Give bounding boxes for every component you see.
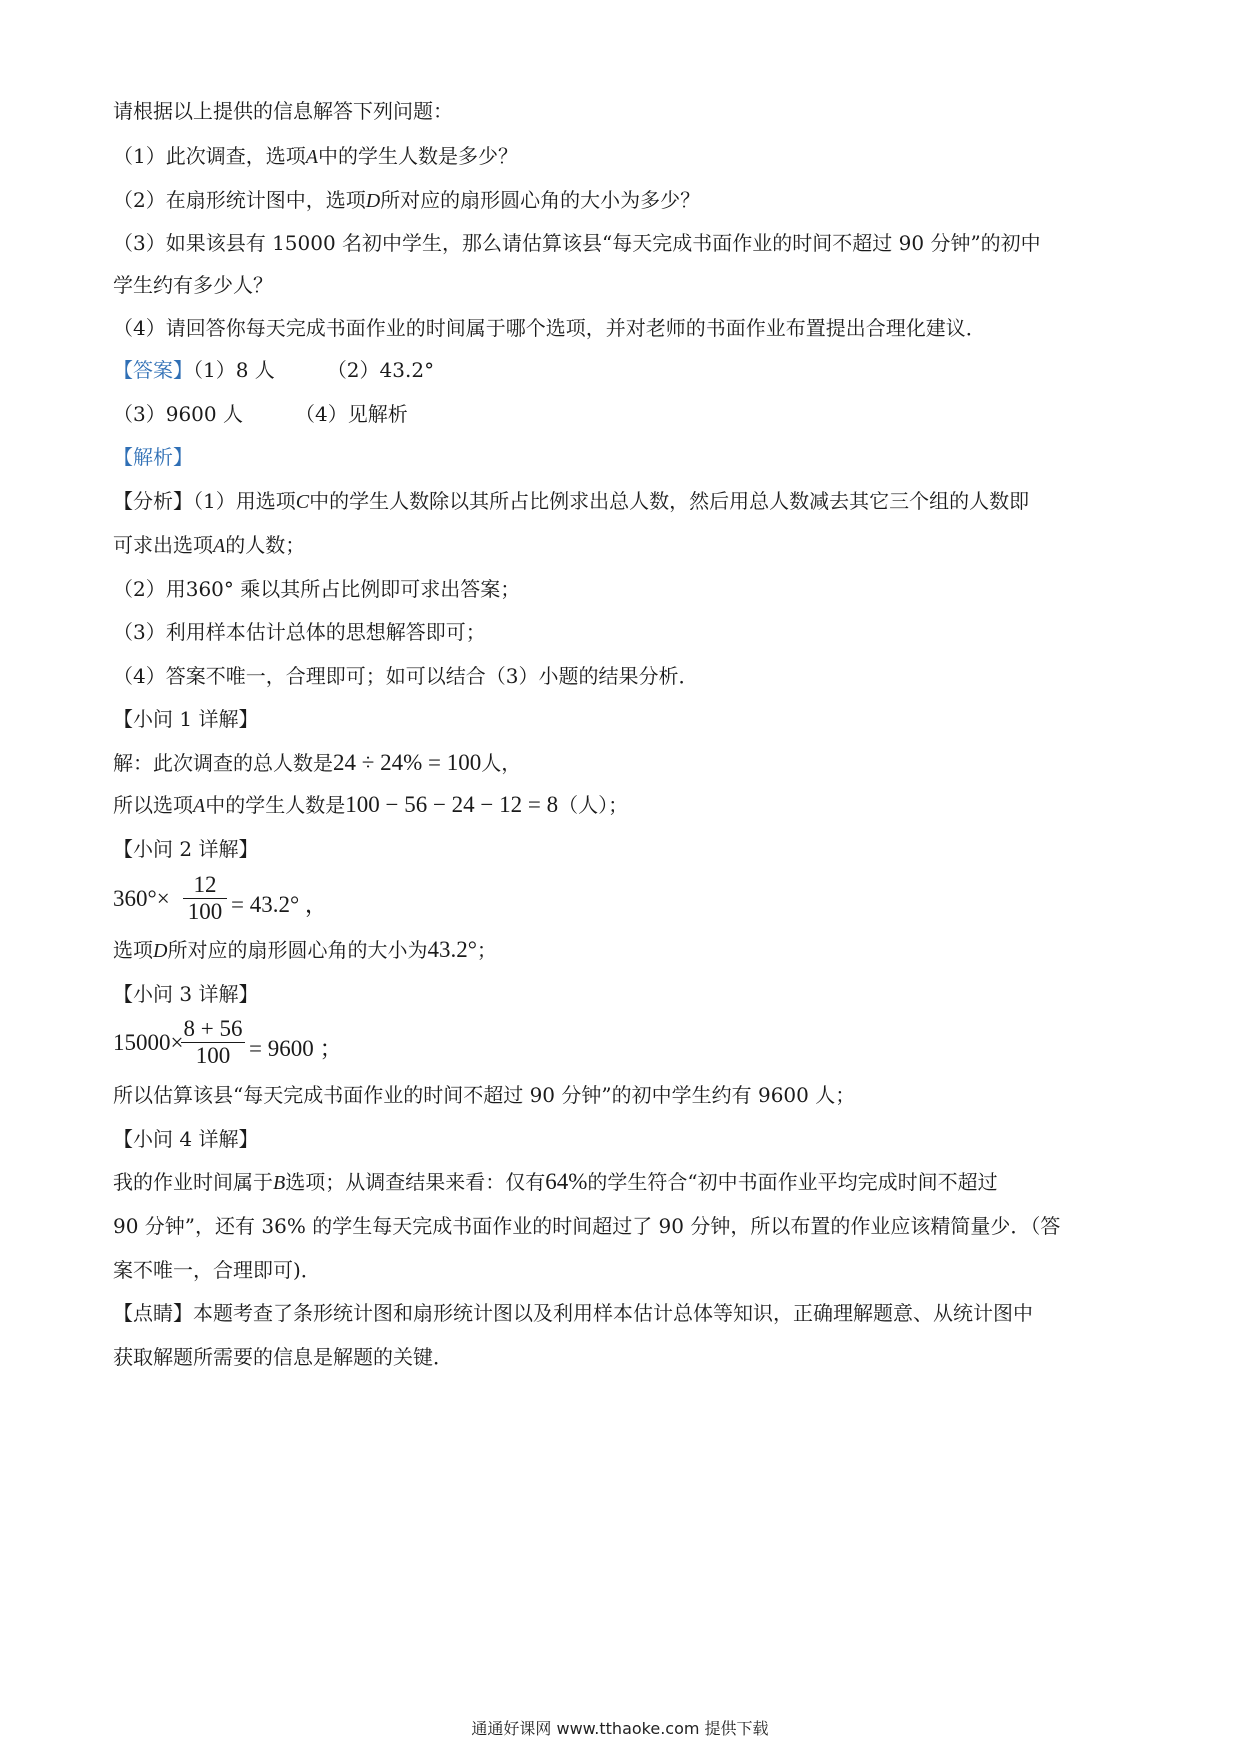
question-4: （4）请回答你每天完成书面作业的时间属于哪个选项，并对老师的书面作业布置提出合理化建议．: [113, 316, 986, 340]
q2-fraction: 12 100: [183, 872, 227, 925]
analysis-p1-line-2: 可求出选项A的人数；: [113, 533, 306, 557]
answer-line-2: （3）9600 人 （4）见解析: [113, 402, 408, 426]
question-3-line-1: （3）如果该县有 15000 名初中学生，那么请估算该县“每天完成书面作业的时间不超过 90 分钟”的初中: [113, 231, 1041, 255]
q4-detail-line-3: 案不唯一，合理即可)．: [113, 1258, 321, 1282]
q4-detail-label: 【小问 4 详解】: [113, 1127, 259, 1151]
answer-line-1: 【答案】（1）8 人 （2）43.2°: [113, 358, 435, 382]
question-1: （1）此次调查，选项A中的学生人数是多少？: [113, 144, 518, 168]
q3-fraction: 8 + 56 100: [181, 1016, 245, 1069]
q3-formula: 15000× 8 + 56 100 = 9600 ；: [113, 1016, 343, 1068]
q1-detail-line-1: 解：此次调查的总人数是24 ÷ 24% = 100人，: [113, 750, 522, 775]
page-footer: 通通好课网 www.tthaoke.com 提供下载: [471, 1719, 769, 1738]
q1-detail-line-2: 所以选项A中的学生人数是100 − 56 − 24 − 12 = 8（人）；: [113, 792, 629, 817]
q3-detail-label: 【小问 3 详解】: [113, 982, 259, 1006]
answer-label: 【答案】: [113, 358, 193, 382]
analysis-label: 【解析】: [113, 445, 193, 469]
q4-detail-line-1: 我的作业时间属于B选项；从调查结果来看：仅有64%的学生符合“初中书面作业平均完成时间不超过: [113, 1169, 998, 1194]
intro-line: 请根据以上提供的信息解答下列问题：: [113, 99, 453, 123]
q2-formula: 360°× 12 100 = 43.2° ，: [113, 872, 328, 924]
comment-line-1: 【点睛】本题考查了条形统计图和扇形统计图以及利用样本估计总体等知识，正确理解题意、从统计图中: [113, 1301, 1033, 1325]
analysis-p1-line-1: 【分析】（1）用选项C中的学生人数除以其所占比例求出总人数，然后用总人数减去其它三个组的人数即: [113, 489, 1030, 513]
question-3-line-2: 学生约有多少人？: [113, 273, 273, 297]
analysis-p2: （2）用360° 乘以其所占比例即可求出答案；: [113, 577, 521, 601]
analysis-p3: （3）利用样本估计总体的思想解答即可；: [113, 620, 486, 644]
q3-detail-line: 所以估算该县“每天完成书面作业的时间不超过 90 分钟”的初中学生约有 9600 人；: [113, 1083, 856, 1107]
q2-detail-label: 【小问 2 详解】: [113, 837, 259, 861]
q4-detail-line-2: 90 分钟”，还有 36% 的学生每天完成书面作业的时间超过了 90 分钟，所以布置的作业应该精简量少．（答: [113, 1214, 1061, 1238]
analysis-p4: （4）答案不唯一，合理即可；如可以结合（3）小题的结果分析．: [113, 664, 699, 688]
q1-detail-label: 【小问 1 详解】: [113, 707, 259, 731]
comment-line-2: 获取解题所需要的信息是解题的关键．: [113, 1345, 453, 1369]
q2-detail-line: 选项D所对应的扇形圆心角的大小为43.2°；: [113, 937, 497, 962]
question-2: （2）在扇形统计图中，选项D所对应的扇形圆心角的大小为多少？: [113, 188, 701, 212]
